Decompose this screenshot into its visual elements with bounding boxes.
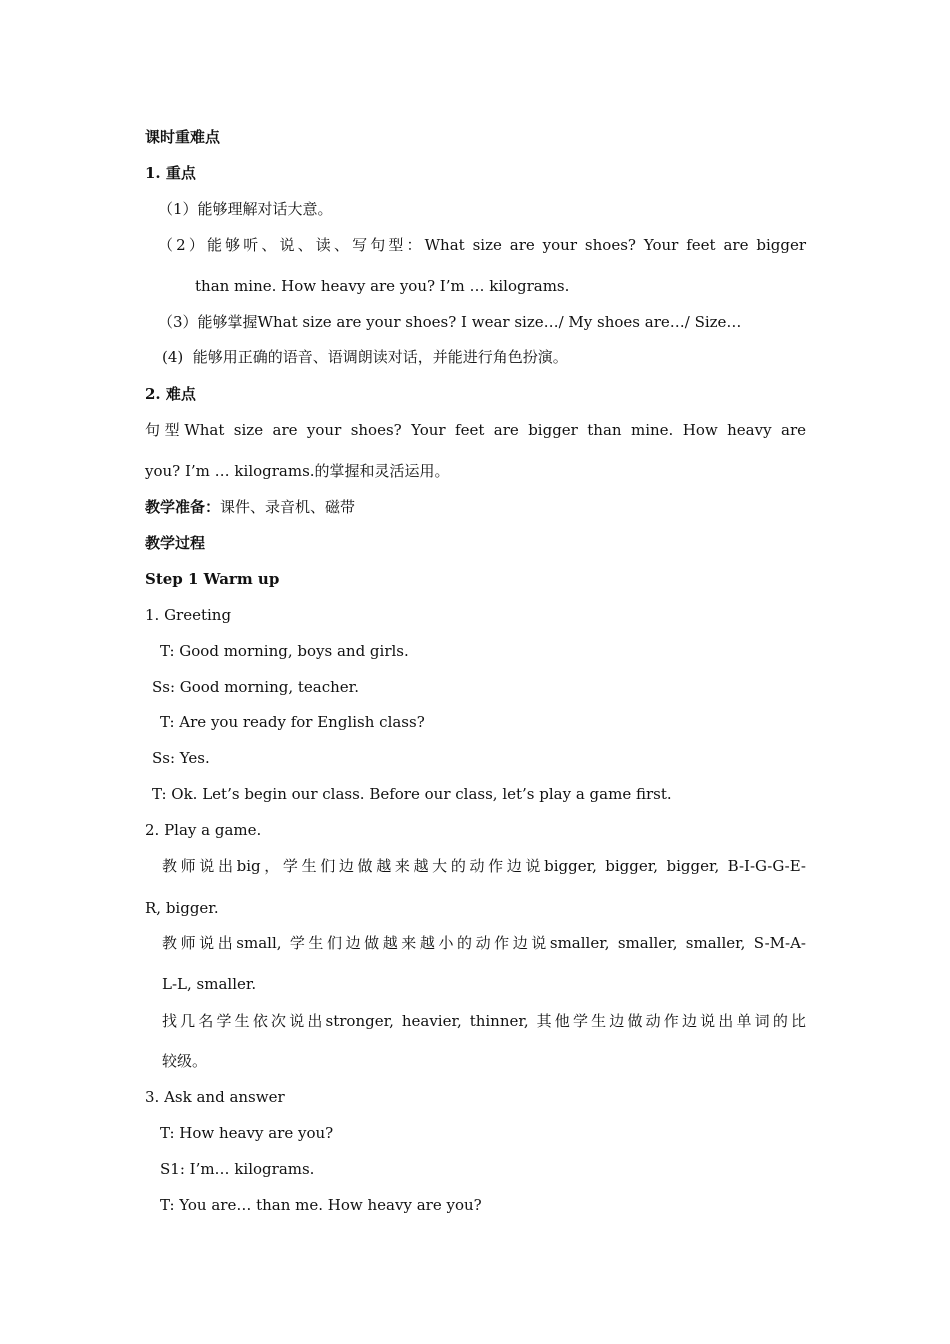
difficulty-line-1: 句型What size are your shoes? Your feet are bigger than mine. How heavy are — [145, 421, 806, 439]
game-2-line-1: 教师说出small, 学生们边做越来越小的动作边说smaller, smaller, smaller, S-M-A- — [162, 934, 806, 952]
dialogue-line-t5: T: You are… than me. How heavy are you? — [160, 1196, 482, 1214]
preparation-label: 教学准备： — [145, 498, 221, 516]
dialogue-line-s2: Ss: Yes. — [152, 749, 210, 767]
dialogue-line-t2: T: Are you ready for English class? — [160, 713, 425, 731]
focus-item-2-line-2: than mine. How heavy are you? I’m … kilograms. — [195, 277, 570, 295]
dialogue-line-t3: T: Ok. Let’s begin our class. Before our class, let’s play a game first. — [152, 785, 672, 803]
focus-item-4: (4) 能够用正确的语音、语调朗读对话，并能进行角色扮演。 — [162, 348, 568, 366]
play-game-title: 2. Play a game. — [145, 821, 262, 839]
heading-step-1: Step 1 Warm up — [145, 570, 280, 588]
greeting-title: 1. Greeting — [145, 606, 232, 624]
game-3-line-1: 找几名学生依次说出stronger, heavier, thinner, 其他学生边做动作边说出单词的比 — [162, 1012, 806, 1030]
dialogue-line-s3: S1: I’m… kilograms. — [160, 1160, 315, 1178]
dialogue-line-t1: T: Good morning, boys and girls. — [160, 642, 409, 660]
ask-answer-title: 3. Ask and answer — [145, 1088, 285, 1106]
dialogue-line-t4: T: How heavy are you? — [160, 1124, 334, 1142]
focus-item-1: （1）能够理解对话大意。 — [158, 200, 333, 218]
focus-item-2-line-1: （2）能够听、说、读、写句型：What size are your shoes? Your feet are bigger — [158, 236, 806, 254]
preparation-text: 课件、录音机、磁带 — [220, 498, 356, 516]
game-1-line-1: 教师说出big，学生们边做越来越大的动作边说bigger, bigger, bigger, B-I-G-G-E- — [162, 857, 806, 875]
heading-difficulty: 2. 难点 — [145, 385, 196, 403]
heading-process: 教学过程 — [145, 534, 206, 552]
game-1-line-2: R, bigger. — [145, 899, 219, 917]
heading-key-points: 课时重难点 — [145, 128, 221, 146]
focus-item-3: （3）能够掌握What size are your shoes? I wear size…/ My shoes are…/ Size… — [158, 313, 742, 331]
game-2-line-2: L-L, smaller. — [162, 975, 257, 993]
difficulty-line-2: you? I’m … kilograms.的掌握和灵活运用。 — [145, 462, 450, 480]
game-3-line-2: 较级。 — [162, 1052, 208, 1070]
preparation-line — [145, 497, 355, 517]
dialogue-line-s1: Ss: Good morning, teacher. — [152, 678, 359, 696]
heading-focus: 1. 重点 — [145, 164, 196, 182]
